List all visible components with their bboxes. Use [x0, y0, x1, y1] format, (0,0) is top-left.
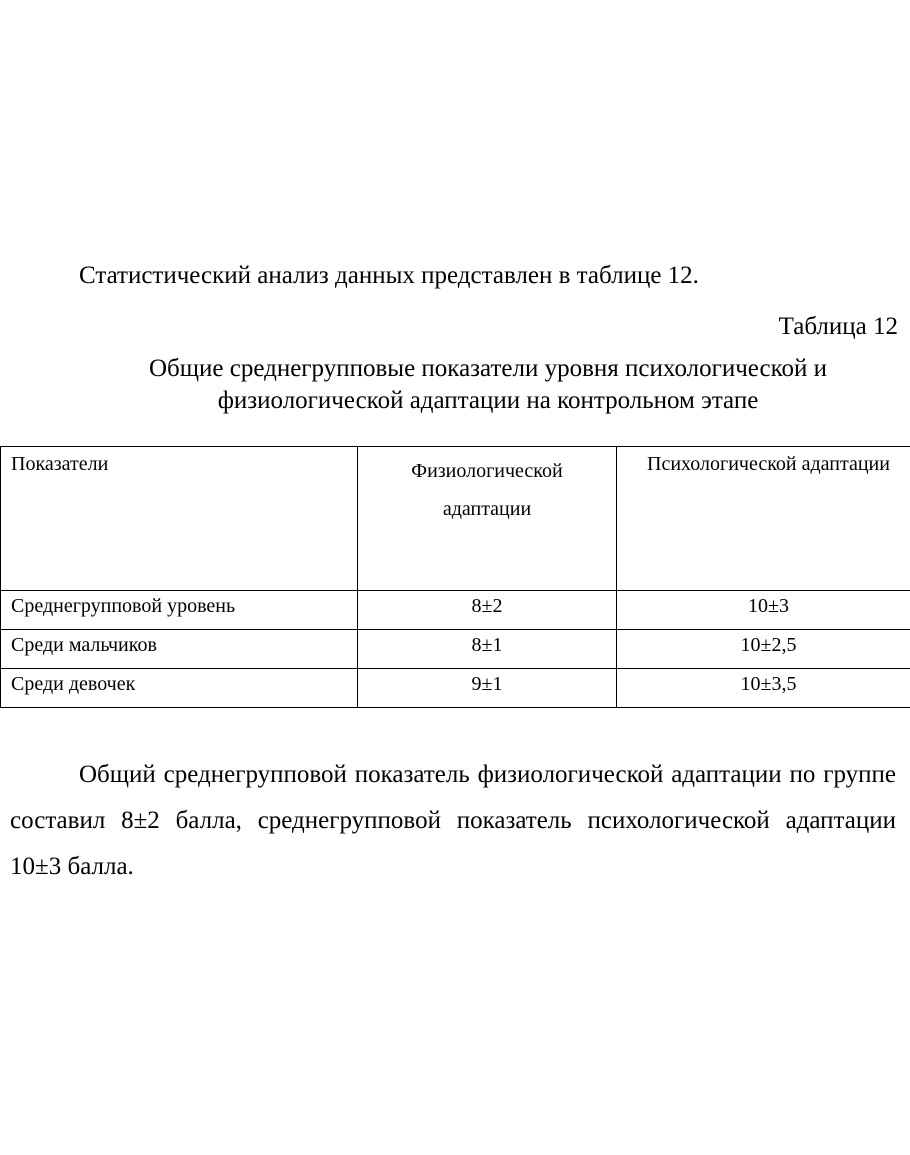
table-number-label: Таблица 12: [778, 313, 898, 340]
header-physiological-line-1: Физиологической: [411, 460, 563, 482]
psychological-value: 10±2,5: [617, 630, 910, 669]
caption-line-2: физиологической адаптации на контрольном этапе: [217, 387, 759, 414]
header-psychological: Психологической адаптации: [617, 447, 910, 591]
intro-paragraph: Статистический анализ данных представлен в таблице 12.: [79, 262, 699, 289]
header-physiological-line-2: адаптации: [442, 498, 532, 520]
table-caption: [0, 353, 910, 417]
row-label: Среднегрупповой уровень: [1, 591, 358, 630]
table-row: [1, 591, 910, 630]
adaptation-table: [0, 446, 910, 708]
physiological-value: 8±2: [358, 591, 617, 630]
row-label: Среди девочек: [1, 669, 358, 708]
header-indicators: Показатели: [1, 447, 358, 591]
table-header-row: [1, 447, 910, 591]
summary-paragraph: Общий среднегрупповой показатель физиологической адаптации по группе составил 8±2 балла, среднегрупповой показатель психологической адаптации 10±3 балла.: [10, 761, 896, 880]
psychological-value: 10±3: [617, 591, 910, 630]
psychological-value: 10±3,5: [617, 669, 910, 708]
physiological-value: 8±1: [358, 630, 617, 669]
row-label: Среди мальчиков: [1, 630, 358, 669]
caption-line-1: Общие среднегрупповые показатели уровня психологической и: [148, 355, 827, 382]
header-physiological: [358, 447, 617, 591]
table-row: [1, 630, 910, 669]
table-row: [1, 669, 910, 708]
physiological-value: 9±1: [358, 669, 617, 708]
